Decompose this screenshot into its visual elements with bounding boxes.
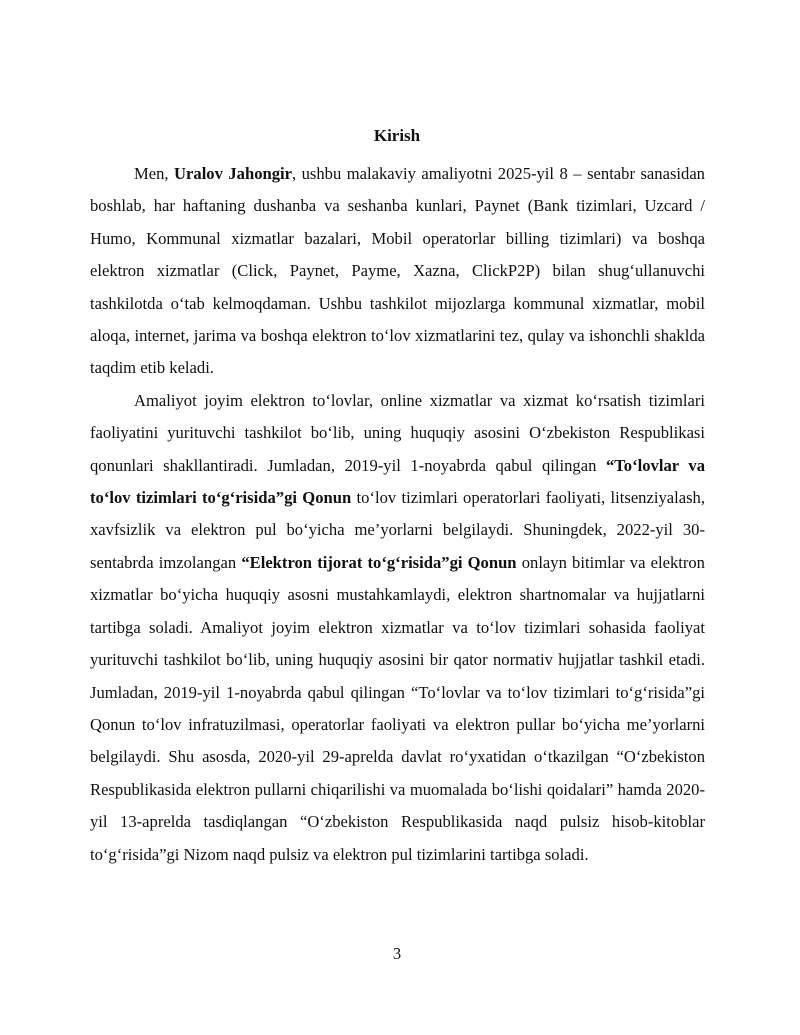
text-run: , ushbu malakaviy amaliyotni 2025-yil 8 – sentabr sanasidan boshlab, har haftaning dushanba va seshanba kunlari, Paynet (Bank tizimlari, Uzcard / Humo, Kommunal xizmatlar bazalari, Mobil operatorlar billing tizimlari) va boshqa elektron xizmatlar (Click, Paynet, Payme, Xazna, ClickP2P) bilan shug‘ullanuvchi tashkilotda o‘tab kelmoqdaman. Ushbu tashkilot mijozlarga kommunal xizmatlar, mobil aloqa, internet, jarima va boshqa elektron to‘lov xizmatlarini tez, qulay va ishonchli shaklda taqdim etib keladi.: [90, 164, 705, 378]
author-name: Uralov Jahongir: [174, 164, 292, 183]
text-run: Men,: [134, 164, 175, 183]
page-number: 3: [392, 944, 402, 963]
law-title-ecommerce: “Elektron tijorat to‘g‘risida”gi Qonun: [241, 552, 517, 572]
text-run: Amaliyot joyim elektron to‘lovlar, online xizmatlar va xizmat ko‘rsatish tizimlari faoliyatini yurituvchi tashkilot bo‘lib, uning huquqiy asosini O‘zbekiston Respublikasi qonunlari shakllantiradi. Jumladan, 2019-yil 1-noyabrda qabul qilingan: [90, 390, 705, 475]
paragraph-2: [90, 385, 705, 871]
law-title-payments: “To‘lovlar va to‘lov tizimlari to‘g‘risida”gi Qonun: [90, 455, 705, 508]
paragraph-1: [90, 158, 705, 385]
text-run: onlayn bitimlar va elektron xizmatlar bo‘yicha huquqiy asosni mustahkamlaydi, elektron shartnomalar va hujjatlarni tartibga soladi. Amaliyot joyim elektron xizmatlar va to‘lov tizimlari sohasida faoliyat yurituvchi tashkilot bo‘lib, uning huquqiy asosini bir qator normativ hujjatlar tashkil etadi. Jumladan, 2019-yil 1-noyabrda qabul qilingan “To‘lovlar va to‘lov tizimlari to‘g‘risida”gi Qonun to‘lov infratuzilmasi, operatorlar faoliyati va elektron pullar bo‘yicha me’yorlarni belgilaydi. Shu asosda, 2020-yil 29-aprelda davlat ro‘yxatidan o‘tkazilgan “O‘zbekiston Respublikasida elektron pullarni chiqarilishi va muomalada bo‘lishi qoidalari” hamda 2020-yil 13-aprelda tasdiqlangan “O‘zbekiston Respublikasida naqd pulsiz hisob-kitoblar to‘g‘risida”gi Nizom naqd pulsiz va elektron pul tizimlarini tartibga soladi.: [90, 552, 705, 864]
body-text: [90, 158, 705, 871]
section-title: Kirish: [373, 126, 421, 145]
text-run: to‘lov tizimlari operatorlari faoliyati, litsenziyalash, xavfsizlik va elektron pul bo‘yicha me’yorlarni belgilaydi. Shuningdek, 2022-yil 30-sentabrda imzolangan: [90, 488, 705, 572]
